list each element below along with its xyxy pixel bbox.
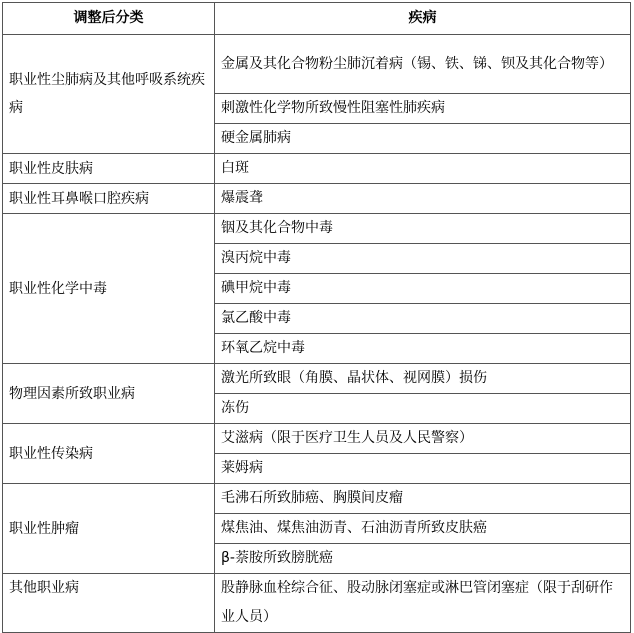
disease-cell: 氯乙酸中毒 xyxy=(215,304,631,334)
category-cell: 职业性耳鼻喉口腔疾病 xyxy=(3,184,215,214)
table-row xyxy=(3,484,631,514)
occupational-disease-table xyxy=(2,2,631,633)
header-row xyxy=(3,3,631,35)
category-cell: 职业性皮肤病 xyxy=(3,154,215,184)
disease-cell: β-萘胺所致膀胱癌 xyxy=(215,544,631,574)
disease-cell: 碘甲烷中毒 xyxy=(215,274,631,304)
disease-cell: 刺激性化学物所致慢性阻塞性肺疾病 xyxy=(215,94,631,124)
disease-cell: 毛沸石所致肺癌、胸膜间皮瘤 xyxy=(215,484,631,514)
header-category: 调整后分类 xyxy=(3,3,215,35)
disease-cell: 金属及其化合物粉尘肺沉着病（锡、铁、锑、钡及其化合物等） xyxy=(215,35,631,94)
disease-cell: 爆震聋 xyxy=(215,184,631,214)
table-row xyxy=(3,154,631,184)
disease-cell: 艾滋病（限于医疗卫生人员及人民警察） xyxy=(215,424,631,454)
disease-cell: 股静脉血栓综合征、股动脉闭塞症或淋巴管闭塞症（限于刮研作业人员） xyxy=(215,574,631,633)
disease-cell: 溴丙烷中毒 xyxy=(215,244,631,274)
category-cell: 职业性尘肺病及其他呼吸系统疾病 xyxy=(3,35,215,154)
header-disease: 疾病 xyxy=(215,3,631,35)
disease-cell: 铟及其化合物中毒 xyxy=(215,214,631,244)
category-cell: 职业性传染病 xyxy=(3,424,215,484)
category-cell: 其他职业病 xyxy=(3,574,215,633)
disease-cell: 煤焦油、煤焦油沥青、石油沥青所致皮肤癌 xyxy=(215,514,631,544)
disease-cell: 硬金属肺病 xyxy=(215,124,631,154)
table-row xyxy=(3,574,631,633)
disease-cell: 白斑 xyxy=(215,154,631,184)
disease-cell: 冻伤 xyxy=(215,394,631,424)
disease-cell: 莱姆病 xyxy=(215,454,631,484)
table-row xyxy=(3,214,631,244)
category-cell: 职业性肿瘤 xyxy=(3,484,215,574)
table-body xyxy=(3,35,631,633)
disease-cell: 激光所致眼（角膜、晶状体、视网膜）损伤 xyxy=(215,364,631,394)
table-row xyxy=(3,184,631,214)
table-row xyxy=(3,364,631,394)
table-row xyxy=(3,424,631,454)
table-row xyxy=(3,35,631,94)
category-cell: 职业性化学中毒 xyxy=(3,214,215,364)
category-cell: 物理因素所致职业病 xyxy=(3,364,215,424)
disease-cell: 环氧乙烷中毒 xyxy=(215,334,631,364)
